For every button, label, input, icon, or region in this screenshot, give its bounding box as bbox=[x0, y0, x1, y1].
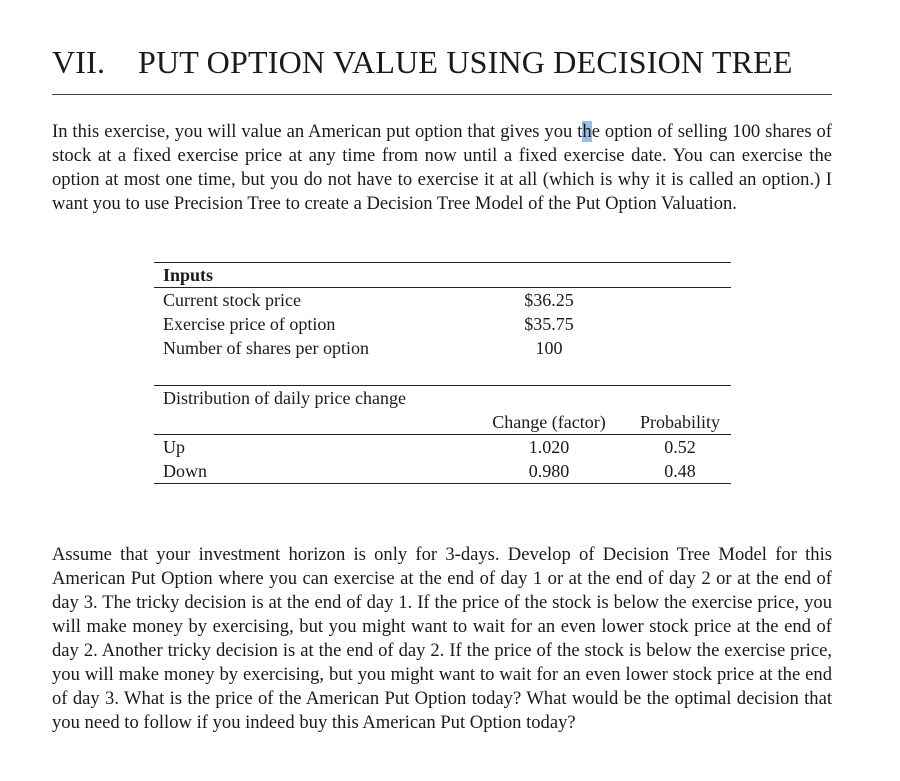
probability-value: 0.48 bbox=[664, 461, 696, 481]
change-value: 0.980 bbox=[528, 461, 570, 481]
input-value: $36.25 bbox=[524, 290, 574, 310]
intro-text-end: e option of selling 100 shares of stock at a fixed exercise price at any time from now until a fixed exercise date. You can exercise the option at most one time, but you do not have to exercise it at all (which is why it is called an option.) I want you to use Precision Tree to create a Decision Tree Model of the Put Option Valuation. bbox=[52, 121, 833, 214]
assignment-paragraph: Assume that your investment horizon is only for 3-days. Develop of Decision Tree Model for this American Put Option where you can exercise at the end of day 1 or at the end of day 2 or at the end of day 3. The tricky decision is at the end of day 1. If the price of the stock is below the exercise price, you will make money by exercising, but you might want to wait for an even lower stock price at the end of day 2. Another tricky decision is at the end of day 2. If the price of the stock is below the exercise price, you will make money by exercising, but you might want to wait for an even lower stock price at the end of day 3. What is the price of the American Put Option today? What would be the optimal decision that you need to follow if you indeed buy this American Put Option today? bbox=[52, 544, 832, 733]
table-row bbox=[154, 288, 731, 313]
distribution-label: Down bbox=[163, 461, 207, 481]
distribution-title-row bbox=[154, 386, 731, 411]
change-value: 1.020 bbox=[528, 437, 570, 457]
heading-rule bbox=[52, 94, 832, 95]
table-row bbox=[154, 459, 731, 484]
input-label: Number of shares per option bbox=[163, 338, 369, 358]
distribution-table bbox=[154, 385, 731, 484]
probability-value: 0.52 bbox=[664, 437, 696, 457]
table-row bbox=[154, 435, 731, 460]
input-value: 100 bbox=[535, 338, 563, 358]
input-label: Current stock price bbox=[163, 290, 301, 310]
text-selection-highlight: h bbox=[582, 121, 592, 142]
section-title: PUT OPTION VALUE USING DECISION TREE bbox=[138, 44, 793, 80]
intro-text-start: In this exercise, you will value an American put option that gives you t bbox=[52, 121, 583, 142]
input-value: $35.75 bbox=[524, 314, 574, 334]
column-header-change: Change (factor) bbox=[492, 412, 606, 432]
inputs-header: Inputs bbox=[163, 265, 214, 285]
distribution-header-row bbox=[154, 410, 731, 435]
intro-paragraph bbox=[52, 120, 832, 216]
column-header-probability: Probability bbox=[640, 412, 720, 432]
distribution-title: Distribution of daily price change bbox=[163, 388, 406, 408]
distribution-label: Up bbox=[163, 437, 185, 457]
inputs-header-row bbox=[154, 263, 731, 288]
input-label: Exercise price of option bbox=[163, 314, 336, 334]
inputs-table bbox=[154, 262, 731, 360]
table-row bbox=[154, 312, 731, 336]
section-number: VII. bbox=[52, 44, 106, 80]
section-heading bbox=[52, 44, 793, 81]
table-row bbox=[154, 336, 731, 360]
